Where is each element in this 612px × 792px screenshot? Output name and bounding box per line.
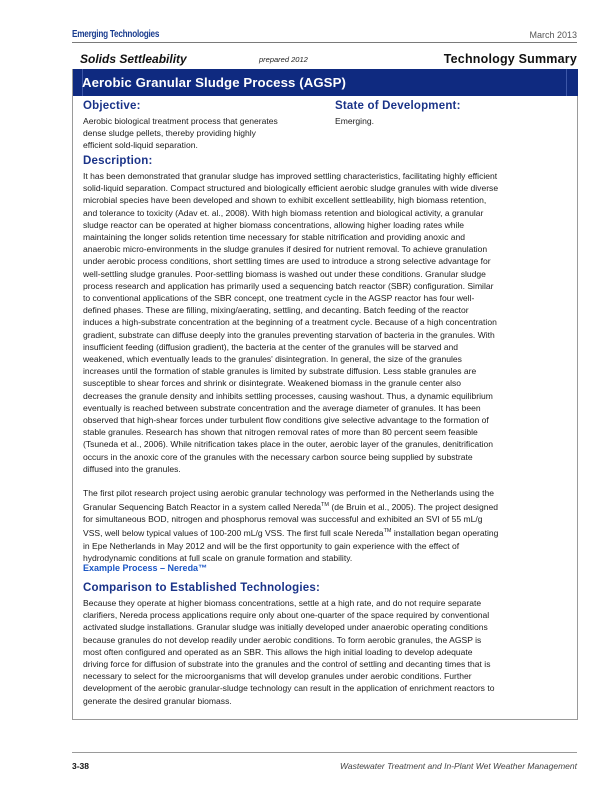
text-line: (Tsuneda et al., 2006). While nitrification takes place in the outer, aerobic layer of the granules, denitrification — [83, 439, 494, 450]
band-divider-right — [566, 69, 567, 96]
text-line — [83, 525, 578, 539]
objective-line: dense sludge pellets, thereby providing highly — [83, 128, 256, 139]
text-line: driving force for diffusion of substrate into the granules and the control of settling and decanting times that is — [83, 659, 491, 670]
text-line: defined phases. These are filling, mixing/aerating, settling, and decanting. Batch feeding of the reactor — [83, 305, 469, 316]
prepared-date: prepared 2012 — [259, 55, 308, 64]
text-line: eventually is reached between substrate concentration and the average diameter of granules. It has been — [83, 402, 481, 413]
comparison-text — [83, 597, 578, 707]
text-line: decreases the granule density and inhibits settling processes, causing washout. Thus, a dynamic equilibrium — [83, 390, 493, 401]
text-line: weakened, which eventually leads to the granules' disintegration. In general, the size of the granules — [83, 354, 462, 365]
text-line: hydrodynamic conditions at full scale on granule formation and stability. — [83, 552, 353, 563]
description-paragraph-2 — [83, 487, 578, 564]
objective-line: efficient sold-liquid separation. — [83, 140, 198, 151]
text-line: generate the desired granular biomass. — [83, 695, 232, 706]
running-header — [72, 27, 577, 43]
document-type: Technology Summary — [443, 52, 577, 66]
title-band — [73, 69, 578, 96]
text-line — [83, 499, 578, 513]
text-line: well-settling sludge granules. Poor-settling biomass is washed out under these conditions. Granular sludge — [83, 268, 486, 279]
text-line: insufficient feeding (diffusion gradient), the bacteria at the center of the granules will be starved and — [83, 341, 459, 352]
text-line: increases until the formation of stable granules is limited by substrate diffusion. Less stable granules are — [83, 366, 477, 377]
text-line: most often configured and operated as an SBR. This allows the high initial loading to develop adequate — [83, 646, 473, 657]
text-line: development of the aerobic granular-sludge technology can result in the application of enrichment reactors to — [83, 683, 495, 694]
comparison-heading: Comparison to Established Technologies: — [83, 582, 320, 594]
text-line: necessary to select for the microorganisms that will develop granules under aerobic conditions. Further — [83, 671, 472, 682]
text-line: susceptible to shear forces and shrink or disintegrate. Weakened biomass in the granule center also — [83, 378, 462, 389]
page-number: 3-38 — [72, 761, 90, 771]
text-span: installation began operating — [391, 528, 499, 539]
text-line: to conventional applications of the SBR concept, one treatment cycle in the AGSP reactor has four well- — [83, 293, 475, 304]
text-line: microbial species have been developed and shown to exhibit excellent settleability, high biomass retention, — [83, 195, 487, 206]
text-line: occurs in the anoxic core of the granules with the necessary carbon source being supplied by substrate — [83, 451, 473, 462]
text-line: Because they operate at higher biomass concentrations, settle at a high rate, and do not require separate — [83, 598, 482, 608]
text-line: gradient, substrate can diffuse deeply into the granules preventing starvation of bacteria in the granules. With — [83, 329, 495, 340]
state-of-development-text: Emerging. — [335, 116, 374, 126]
technology-summary-box — [72, 69, 578, 720]
footer-rule — [72, 752, 577, 753]
text-span: Granular Sequencing Batch Reactor in a system called Nereda — [83, 502, 322, 513]
topic-category: Solids Settleability — [80, 52, 187, 66]
objective-line: Aerobic biological treatment process that generates — [83, 116, 278, 126]
text-line: It has been demonstrated that granular sludge has improved settling characteristics, facilitating highly efficient — [83, 171, 498, 181]
process-title: Aerobic Granular Sludge Process (AGSP) — [82, 75, 346, 90]
text-line: for simultaneous BOD, nitrogen and phosphorus removal was successful and exhibited an SVI of 55 mL/g — [83, 514, 483, 525]
text-line: stable granules. Research has shown that nitrogen removal rates of more than 80 percent seem feasible — [83, 427, 478, 438]
text-line: diffused into the granules. — [83, 463, 181, 474]
text-line: solid-liquid separation. Compact structured and biologically efficient aerobic sludge granules with wide diverse — [83, 183, 499, 194]
text-span: (de Bruin et al., 2005). The project designed — [328, 502, 498, 513]
series-title: Emerging Technologies — [72, 29, 160, 40]
text-line: in Epe Netherlands in May 2012 and will be the first opportunity to gain experience with the effect of — [83, 540, 460, 551]
text-line: under aerobic process conditions, short settling times are used to introduce a strong selective advantage for — [83, 256, 491, 267]
topic-row — [72, 52, 577, 68]
text-line: clarifiers, Nereda process applications require only about one-quarter of the space required by conventional — [83, 610, 490, 621]
objective-heading: Objective: — [83, 100, 141, 112]
text-line: induces a high-substrate concentration at the beginning of a treatment cycle. Because of a high concentration — [83, 317, 497, 328]
objective-text — [83, 115, 333, 152]
text-span: VSS, well below typical values of 100-200 mL/g VSS. The first full scale Nereda — [83, 528, 384, 539]
text-line: activated sludge installations. Granular sludge was initially developed under anaerobic operating conditions — [83, 622, 488, 633]
text-line: anaerobic micro-environments in the sludge granules if desired for nutrient removal. To achieve granulation — [83, 244, 488, 255]
description-heading: Description: — [83, 155, 153, 167]
text-line: because granules do not develop readily under aerobic conditions. To form aerobic granules, the AGSP is — [83, 634, 482, 645]
text-line: observed that high-shear forces under turbulent flow conditions give selective advantage to the formation of — [83, 415, 489, 426]
description-paragraph-1 — [83, 170, 578, 475]
trademark-mark: TM — [321, 502, 329, 509]
example-process-label: Example Process – Nereda™ — [83, 563, 208, 573]
text-line: The first pilot research project using aerobic granular technology was performed in the Netherlands using the — [83, 488, 494, 498]
header-date: March 2013 — [529, 30, 577, 40]
state-of-development-heading: State of Development: — [335, 100, 461, 112]
text-line: process research and application has primarily used a sequencing batch reactor (SBR) configuration. Similar — [83, 280, 494, 291]
publication-title: Wastewater Treatment and In-Plant Wet Weather Management — [339, 761, 577, 771]
trademark-mark: TM — [383, 528, 392, 535]
text-line: and tolerance to toxicity (Adav et. al., 2008). With high biomass retention and biological activity, a granular — [83, 207, 484, 218]
text-line: sludge reactor can be operated at higher biomass concentrations, allowing higher loading rates while — [83, 219, 465, 230]
text-line: maintaining the longer solids retention time necessary for stable nitrification and providing anoxic and — [83, 232, 465, 243]
